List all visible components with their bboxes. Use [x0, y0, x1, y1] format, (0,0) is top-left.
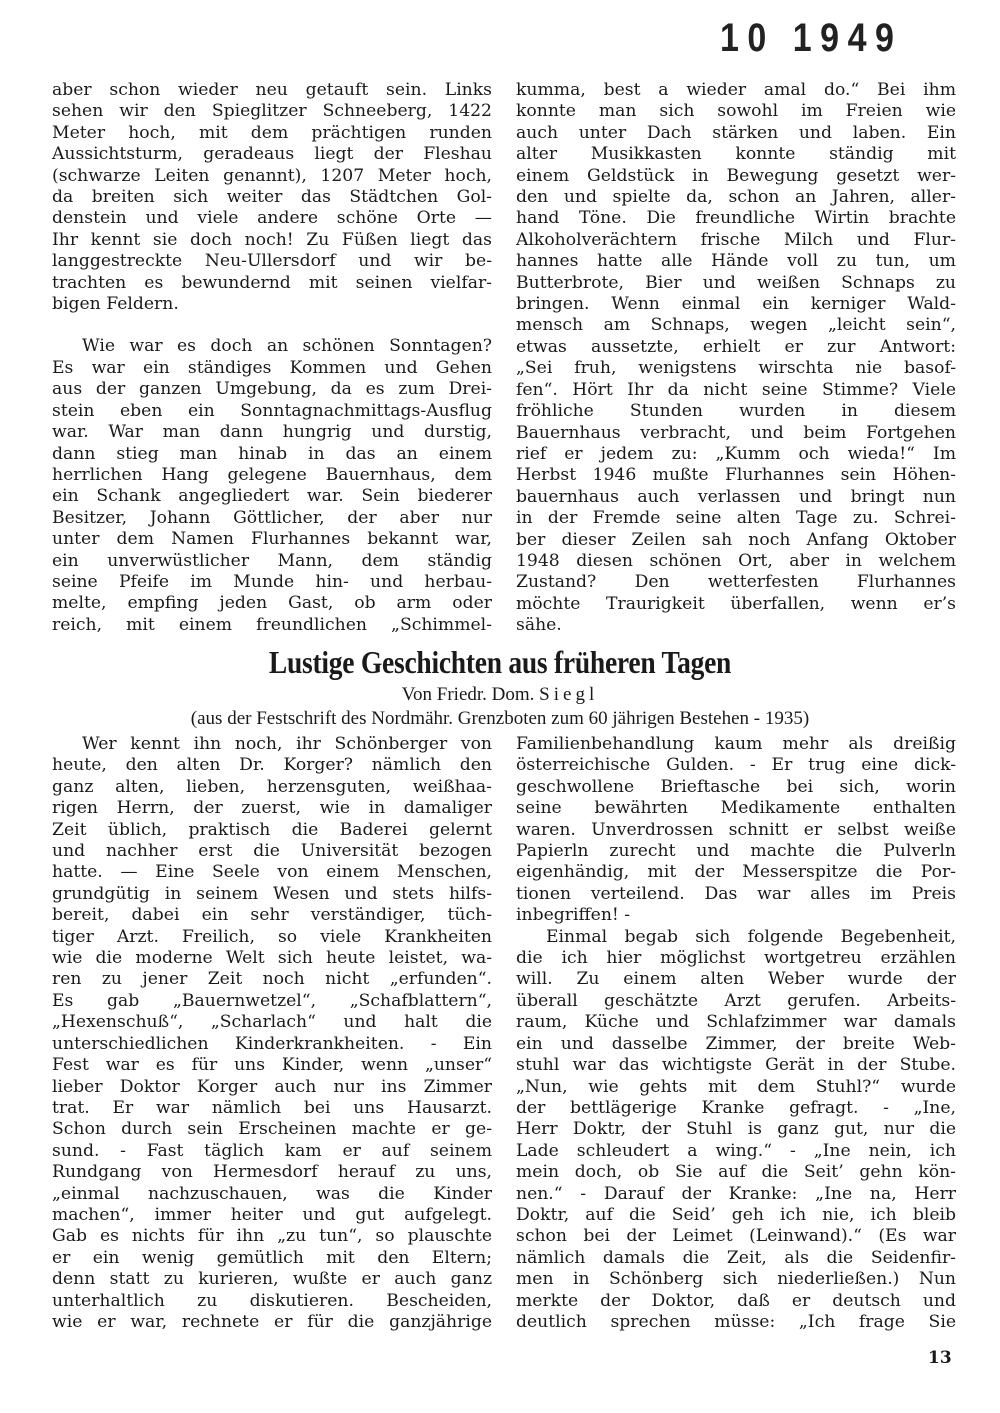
text-line: Wer kennt ihn noch, ihr Schönberger von	[82, 734, 492, 754]
archive-stamp: 10 1949	[720, 16, 903, 60]
text-line: fröhliche Stunden wurden in diesem	[516, 401, 956, 422]
text-line: Rundgang von Hermesdorf herauf zu uns,	[52, 1162, 492, 1183]
text-line: Es gab „Bauernwetzel“, „Schafblattern“,	[52, 990, 492, 1011]
article-byline	[0, 684, 1000, 706]
text-line: „Nun, wie gehts mit dem Stuhl?“ wurde	[516, 1076, 956, 1097]
text-line: Einmal begab sich folgende Begebenheit,	[546, 926, 956, 947]
text-line: bauernhaus auch verlassen und bringt nun	[516, 486, 956, 507]
text-line: einem Geldstück in Bewegung gesetzt wer-	[516, 165, 956, 186]
text-line: sehen wir den Spieglitzer Schneeberg, 1422	[52, 101, 492, 122]
text-line: Papierln zurecht und machte die Pulverln	[516, 841, 956, 862]
text-line: stuhl war das wichtigste Gerät in der Stube.	[516, 1055, 956, 1076]
text-line: mensch am Schnaps, wegen „leicht sein“,	[516, 315, 956, 336]
text-line: ein Schank angegliedert war. Sein biederer	[52, 486, 492, 507]
text-line: alter Musikkasten konnte ständig mit	[516, 144, 956, 165]
text-line: denstein und viele andere schöne Orte —	[52, 208, 492, 229]
text-line: ganz alten, lieben, herzensguten, weißhaa-	[52, 776, 492, 797]
text-line: unterhaltlich zu diskutieren. Bescheiden,	[52, 1290, 492, 1311]
text-line: geschwollene Brieftasche bei sich, worin	[516, 776, 956, 797]
text-line: Herbst 1946 mußte Flurhannes sein Höhen-	[516, 465, 956, 486]
text-line: kumma, best a wieder amal do.“ Bei ihm	[516, 80, 956, 100]
text-line: trat. Er war nämlich bei uns Hausarzt.	[52, 1097, 492, 1118]
text-line: „Hexenschuß“, „Scharlach“ und halt die	[52, 1012, 492, 1033]
text-line: hannes hatte alle Hände voll zu tun, um	[516, 251, 956, 272]
text-line: hatte. — Eine Seele von einem Menschen,	[52, 862, 492, 883]
text-line: langgestreckte Neu-Ullersdorf und wir be-	[52, 251, 492, 272]
text-line: eigenhändig, mit der Messerspitze die Por-	[516, 862, 956, 883]
text-line: Bauernhaus verbracht, und beim Fortgehen	[516, 422, 956, 443]
text-line: bringen. Wenn einmal ein kerniger Wald-	[516, 294, 956, 315]
text-line: mein doch, ob Sie auf die Seit’ gehn kön-	[516, 1162, 956, 1183]
text-line: rigen Herrn, der zuerst, wie in damaliger	[52, 798, 492, 819]
text-line: grundgütig in seinem Wesen und stets hilfs-	[52, 883, 492, 904]
text-line: er ein wenig gemütlich mit den Eltern;	[52, 1247, 492, 1268]
text-line: Ihr kennt sie doch noch! Zu Füßen liegt das	[52, 229, 492, 250]
text-line: überall geschätzte Arzt gerufen. Arbeits-	[516, 990, 956, 1011]
text-line: aber schon wieder neu getauft sein. Links	[52, 80, 492, 100]
text-line: waren. Unverdrossen schnitt er selbst weiße	[516, 819, 956, 840]
text-line: machen“, immer heiter und gut aufgelegt.	[52, 1204, 492, 1225]
text-line: Wie war es doch an schönen Sonntagen?	[82, 336, 492, 357]
text-line: lieber Doktor Korger auch nur ins Zimmer	[52, 1076, 492, 1097]
text-line: wie die moderne Welt sich heute leistet, wa-	[52, 948, 492, 969]
text-line: trachten es bewundernd mit seinen vielfar-	[52, 272, 492, 293]
text-line: österreichische Gulden. - Er trug eine dick-	[516, 755, 956, 776]
text-line: war. War man dann hungrig und durstig,	[52, 422, 492, 443]
paragraph-gap	[52, 315, 492, 336]
text-line: herrlichen Hang gelegene Bauernhaus, dem	[52, 464, 492, 485]
text-line: Fest war es für uns Kinder, wenn „unser“	[52, 1055, 492, 1076]
text-line: etwas aussetzte, erhielt er zur Antwort:	[516, 336, 956, 357]
text-line: Aussichtsturm, geradeaus liegt der Fleshau	[52, 144, 492, 165]
text-line: Familienbehandlung kaum mehr als dreißig	[516, 734, 956, 754]
text-line: Meter hoch, mit dem prächtigen runden	[52, 122, 492, 143]
text-line: hand Töne. Die freundliche Wirtin brachte	[516, 208, 956, 229]
text-line: ber dieser Zeilen sah noch Anfang Oktober	[516, 529, 956, 550]
text-line: inbegriffen! -	[516, 905, 631, 926]
text-line: Butterbrote, Bier und weißen Schnaps zu	[516, 272, 956, 293]
text-line: nämlich damals die Zeit, als die Seidenfir-	[516, 1247, 956, 1268]
text-line: Schon durch sein Erscheinen machte er ge-	[52, 1119, 492, 1140]
text-line: melte, empfing jeden Gast, ob arm oder	[52, 593, 492, 614]
text-line: schon bei der Leimet (Leinwand).“ (Es war	[516, 1226, 956, 1247]
text-line: auch unter Dach stärken und laben. Ein	[516, 122, 956, 143]
bottom-article-right-column	[516, 734, 956, 1333]
top-article-right-column	[516, 80, 956, 637]
text-line: Alkoholverächtern frische Milch und Flur-	[516, 229, 956, 250]
text-line: ren zu jener Zeit noch nicht „erfunden“.	[52, 969, 492, 990]
text-line: konnte man sich sowohl im Freien wie	[516, 101, 956, 122]
text-line: men in Schönberg sich niederließen.) Nun	[516, 1269, 956, 1290]
text-line: tiger Arzt. Freilich, so viele Krankheiten	[52, 926, 492, 947]
text-line: ein und dasselbe Zimmer, der breite Web-	[516, 1033, 956, 1054]
text-line: seine Pfeife im Munde hin- und herbau-	[52, 571, 492, 592]
text-line: da breiten sich weiter das Städtchen Gol-	[52, 187, 492, 208]
text-line: (schwarze Leiten genannt), 1207 Meter hoch,	[52, 165, 492, 186]
text-line: sund. - Fast täglich kam er auf seinem	[52, 1140, 492, 1161]
text-line: reich, mit einem freundlichen „Schimmel-	[52, 614, 492, 635]
text-line: und nachher erst die Universität bezogen	[52, 841, 492, 862]
text-line: heute, den alten Dr. Korger? nämlich den	[52, 755, 492, 776]
text-line: den und spielte da, schon an Jahren, aller-	[516, 187, 956, 208]
text-line: raum, Küche und Schlafzimmer war damals	[516, 1012, 956, 1033]
text-line: in der Fremde seine alten Tage zu. Schrei-	[516, 508, 956, 529]
text-line: sähe.	[516, 615, 562, 636]
text-line: bereit, dabei ein sehr verständiger, tüch-	[52, 905, 492, 926]
text-line: Besitzer, Johann Göttlicher, der aber nur	[52, 507, 492, 528]
text-line: rief er jedem zu: „Kumm och wieda!“ Im	[516, 443, 956, 464]
top-article-left-column	[52, 80, 492, 636]
text-line: unterschiedlichen Kinderkrankheiten. - Ein	[52, 1033, 492, 1054]
text-line: 1948 diesen schönen Ort, aber in welchem	[516, 550, 956, 571]
page-number: 13	[928, 1348, 952, 1368]
text-line: seine bewährten Medikamente enthalten	[516, 798, 956, 819]
text-line: Gab es nichts für ihn „zu tun“, so plauschte	[52, 1226, 492, 1247]
text-line: tionen verteilend. Das war alles im Preis	[516, 883, 956, 904]
text-line: Herr Doktr, der Stuhl is ganz gut, nur die	[516, 1119, 956, 1140]
text-line: dann stieg man hinab in das an einem	[52, 443, 492, 464]
text-line: Zustand? Den wetterfesten Flurhannes	[516, 572, 956, 593]
bottom-article-left-column	[52, 734, 492, 1333]
article-source: (aus der Festschrift des Nordmähr. Grenzboten zum 60 jährigen Bestehen - 1935)	[190, 708, 810, 729]
text-line: will. Zu einem alten Weber wurde der	[516, 969, 956, 990]
text-line: die ich hier möglichst wortgetreu erzählen	[516, 948, 956, 969]
text-line: denn statt zu kurieren, wußte er auch ganz	[52, 1269, 492, 1290]
text-line: deutlich sprechen müsse: „Ich frage Sie	[516, 1311, 956, 1332]
text-line: aus der ganzen Umgebung, da es zum Drei-	[52, 379, 492, 400]
text-line: bigen Feldern.	[52, 294, 179, 315]
text-line: Zeit üblich, praktisch die Baderei gelernt	[52, 819, 492, 840]
text-line: der bettlägerige Kranke gefragt. - „Ine,	[516, 1097, 956, 1118]
text-line: „Sei fruh, wenigstens wirschta nie basof-	[516, 358, 956, 379]
article-title: Lustige Geschichten aus früheren Tagen	[268, 644, 732, 680]
text-line: fen“. Hört Ihr da nicht seine Stimme? Viele	[516, 379, 956, 400]
text-line: „einmal nachzuschauen, was die Kinder	[52, 1183, 492, 1204]
text-line: unter dem Namen Flurhannes bekannt war,	[52, 529, 492, 550]
text-line: möchte Traurigkeit überfallen, wenn er’s	[516, 593, 956, 614]
text-line: stein eben ein Sonntagnachmittags-Ausflug	[52, 400, 492, 421]
text-line: merkte der Doktor, daß er deutsch und	[516, 1290, 956, 1311]
text-line: ein unverwüstlicher Mann, dem ständig	[52, 550, 492, 571]
text-line: wie er war, rechnete er für die ganzjährige	[52, 1311, 492, 1332]
text-line: nen.“ - Darauf der Kranke: „Ine na, Herr	[516, 1183, 956, 1204]
byline-author: Siegl	[539, 684, 599, 705]
text-line: Lade schleudert a wing.“ - „Ine nein, ich	[516, 1140, 956, 1161]
text-line: Doktr, auf die Seid’ geh ich nie, ich bleib	[516, 1204, 956, 1225]
byline-prefix: Von Friedr. Dom.	[401, 684, 535, 705]
text-line: Es war ein ständiges Kommen und Gehen	[52, 357, 492, 378]
